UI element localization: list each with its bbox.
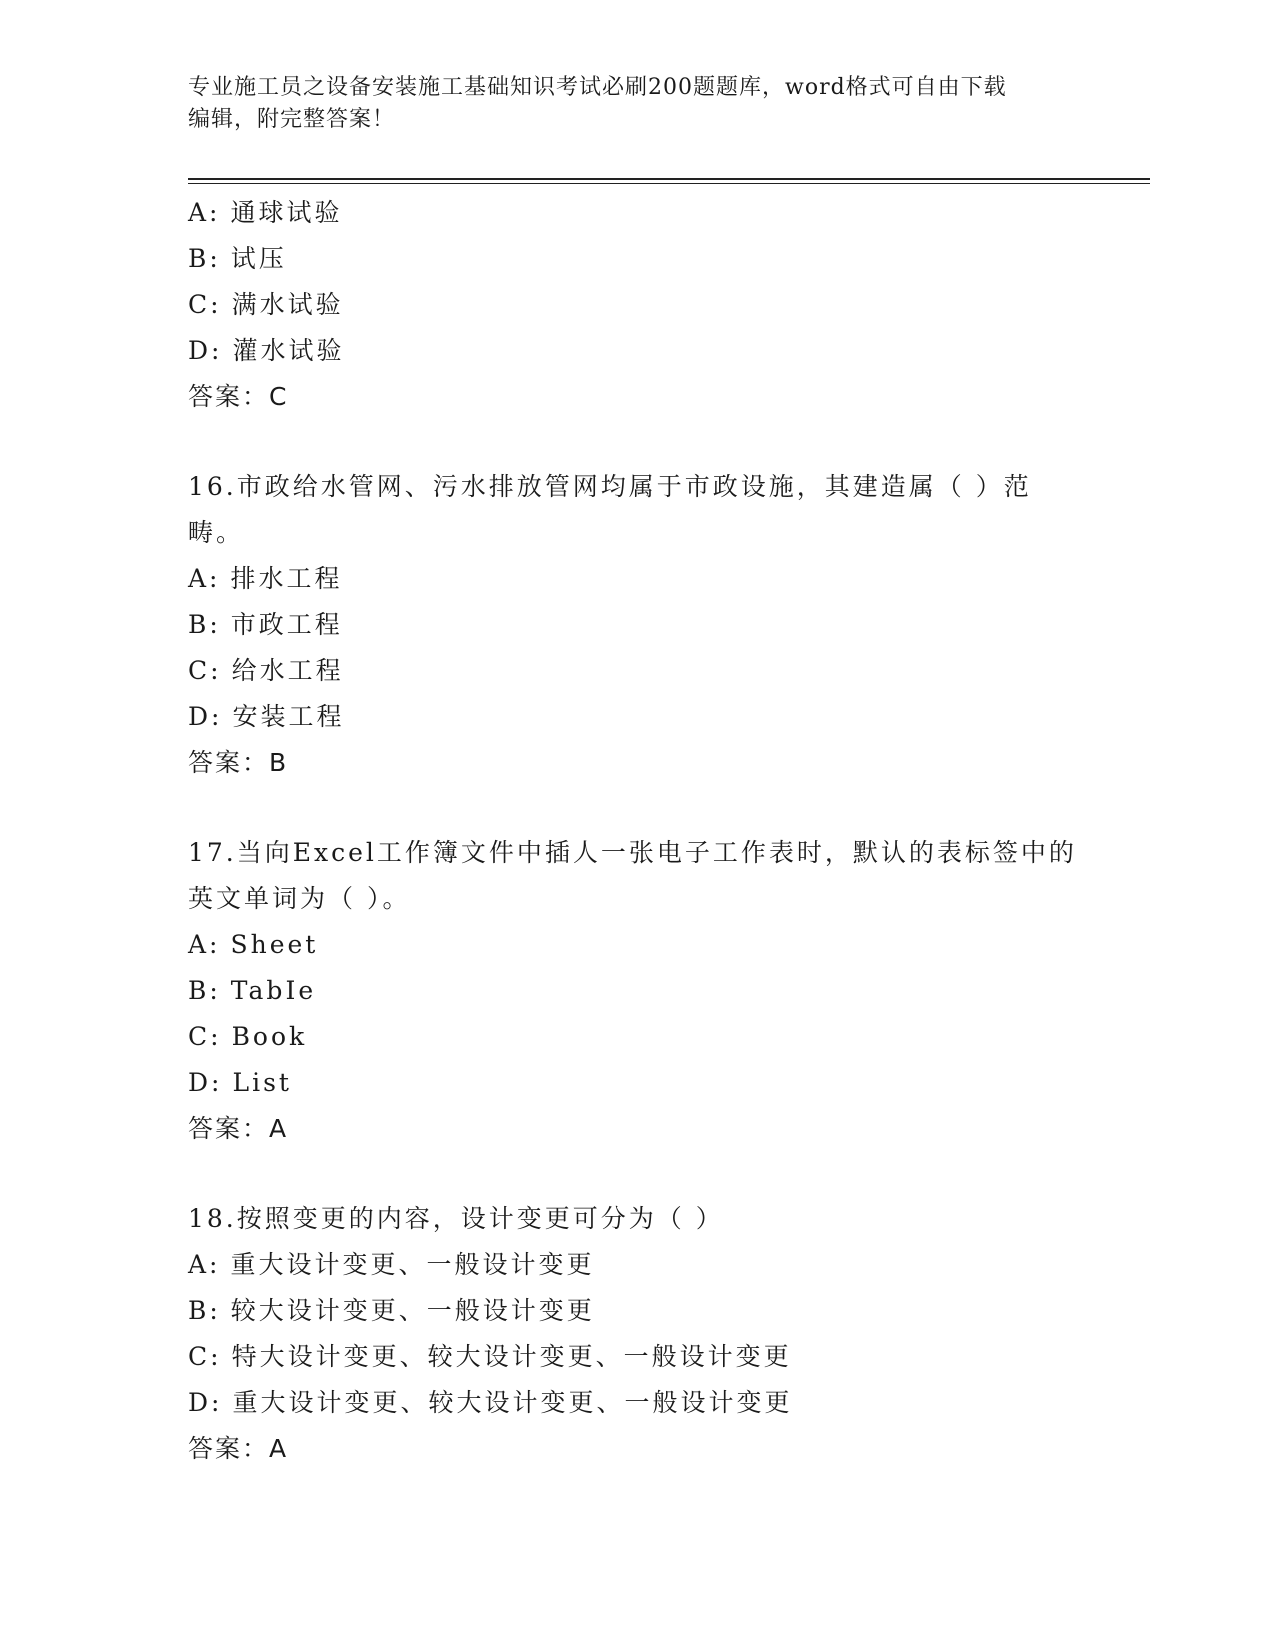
option-c: C: Book (188, 1022, 308, 1051)
option-b: B: TabIe (188, 976, 317, 1005)
answer-line: 答案：B (188, 748, 289, 777)
question-list (188, 190, 1088, 1472)
question-stem: 18.按照变更的内容，设计变更可分为（ ） (188, 1204, 724, 1233)
option-c: C: 满水试验 (188, 290, 344, 319)
question-17 (188, 830, 1088, 1152)
answer-line: 答案：C (188, 382, 289, 411)
option-c: C: 特大设计变更、较大设计变更、一般设计变更 (188, 1342, 792, 1371)
question-16 (188, 464, 1088, 786)
option-a: A: 排水工程 (188, 564, 343, 593)
answer-line: 答案：A (188, 1434, 289, 1463)
question-stem: 16.市政给水管网、污水排放管网均属于市政设施，其建造属（ ）范畴。 (188, 472, 1032, 547)
option-a: A: 通球试验 (188, 198, 343, 227)
option-d: D: 安装工程 (188, 702, 345, 731)
header-title-line2: 编辑，附完整答案！ (188, 107, 396, 132)
option-d: D: List (188, 1068, 292, 1097)
answer-line: 答案：A (188, 1114, 289, 1143)
document-header (188, 72, 1068, 136)
header-title-line1: 专业施工员之设备安装施工基础知识考试必刷200题题库，word格式可自由下载 (188, 75, 1007, 100)
header-divider-thick (188, 178, 1150, 180)
spacer (188, 1152, 1088, 1196)
spacer (188, 786, 1088, 830)
option-d: D: 重大设计变更、较大设计变更、一般设计变更 (188, 1388, 793, 1417)
option-b: B: 较大设计变更、一般设计变更 (188, 1296, 595, 1325)
header-divider-thin (188, 183, 1150, 184)
option-a: A: 重大设计变更、一般设计变更 (188, 1250, 595, 1279)
spacer (188, 420, 1088, 464)
option-c: C: 给水工程 (188, 656, 344, 685)
question-18 (188, 1196, 1088, 1472)
option-d: D: 灌水试验 (188, 336, 345, 365)
option-b: B: 市政工程 (188, 610, 343, 639)
option-a: A: Sheet (188, 930, 319, 959)
question-stem: 17.当向Excel工作簿文件中插人一张电子工作表时，默认的表标签中的英文单词为（ ）。 (188, 838, 1077, 913)
question-15 (188, 190, 1088, 420)
option-b: B: 试压 (188, 244, 287, 273)
